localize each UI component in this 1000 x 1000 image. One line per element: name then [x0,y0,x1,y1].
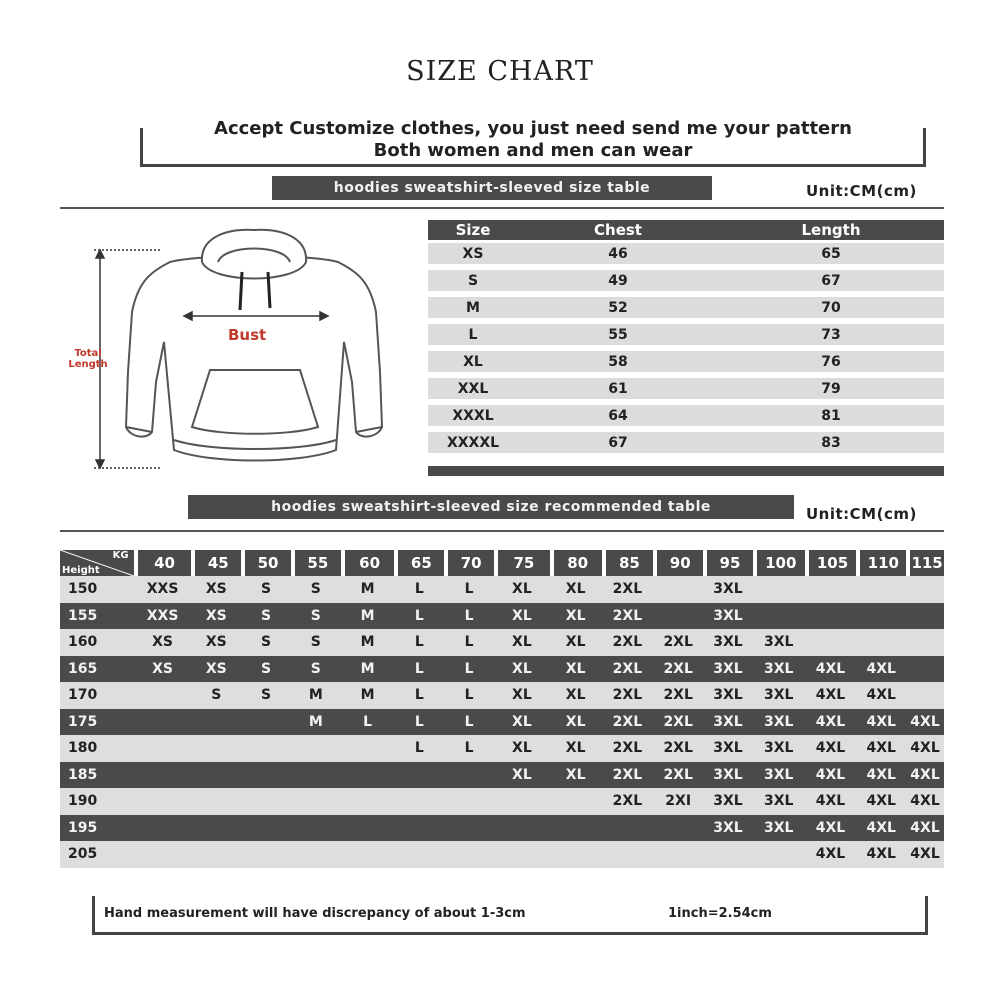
size-recommendation-cell: XS [205,607,227,624]
size-recommendation-cell: 2XL [663,740,693,757]
size-recommendation-cell: 3XL [763,660,794,677]
size-recommendation-cell [703,841,753,868]
rec-table-corner [60,550,134,576]
size-recommendation-cell [550,788,602,815]
size-cell: XXXXL [446,434,500,451]
size-recommendation-cell: M [360,581,375,598]
size-recommendation-cell: XL [565,766,586,783]
size-recommendation-cell [191,735,241,762]
size-recommendation-cell: 4XL [910,793,940,810]
size-row-band [428,297,944,318]
size-recommendation-cell: 4XL [910,819,940,836]
size-recommendation-cell [341,815,395,842]
size-recommendation-cell: M [360,607,375,624]
size-recommendation-cell [134,788,192,815]
size-recommendation-cell: 3XL [763,819,794,836]
size-recommendation-cell [906,656,944,683]
size-recommendation-cell: XL [565,687,586,704]
section-divider-2 [60,530,944,532]
height-cell: 165 [68,660,98,677]
size-recommendation-cell [906,576,944,603]
size-recommendation-cell: 4XL [815,687,846,704]
size-recommendation-cell: L [414,634,424,651]
size-row-band [428,243,944,264]
size-cell: M [466,299,480,316]
size-recommendation-cell [191,709,241,736]
chest-cell: 61 [608,380,628,397]
chest-cell: 58 [608,353,628,370]
size-recommendation-cell: L [464,713,474,730]
corner-height-label: Height [62,565,100,576]
size-recommendation-cell [134,682,192,709]
size-recommendation-cell: L [414,660,424,677]
size-recommendation-cell [341,735,395,762]
size-recommendation-cell: L [464,687,474,704]
height-cell: 180 [68,740,98,757]
length-cell: 70 [821,299,841,316]
size-recommendation-cell: 3XL [763,766,794,783]
height-cell: 185 [68,766,98,783]
chest-cell: 64 [608,407,628,424]
size-recommendation-cell [341,788,395,815]
size-recommendation-cell [134,709,192,736]
size-recommendation-cell [394,841,444,868]
size-recommendation-cell [856,576,906,603]
table-row [60,762,944,789]
length-cell: 79 [821,380,841,397]
size-recommendation-cell: XS [205,581,227,598]
table-row [60,656,944,683]
size-cell: XXXL [452,407,494,424]
table-row [60,735,944,762]
header-length: Length [801,221,861,239]
size-row [428,267,944,294]
weight-header-cell: 65 [394,550,444,576]
size-recommendation-cell: 2XL [612,607,643,624]
total-length-line-1: Total [74,348,102,359]
size-recommendation-cell [805,603,857,630]
size-recommendation-cell [653,603,703,630]
size-recommendation-cell: 2XL [612,766,643,783]
size-recommendation-cell: XL [565,581,586,598]
intro-line-1: Accept Customize clothes, you just need send me your pattern [214,118,852,139]
size-recommendation-cell: 4XL [815,819,846,836]
size-recommendation-cell: 3XL [713,607,743,624]
size-recommendation-cell [444,841,494,868]
size-recommendation-cell [494,815,550,842]
size-recommendation-cell: L [464,581,474,598]
size-cell: XL [463,353,483,370]
size-recommendation-cell [394,762,444,789]
size-recommendation-cell [856,603,906,630]
height-cell: 175 [68,713,98,730]
length-cell: 76 [821,353,841,370]
size-recommendation-cell [805,576,857,603]
size-recommendation-cell: S [261,607,272,624]
size-recommendation-cell: 2XL [612,634,643,651]
size-recommendation-cell: 3XL [763,740,794,757]
size-recommendation-cell: XXS [146,581,179,598]
size-recommendation-cell [241,815,291,842]
section-divider [60,207,944,209]
size-recommendation-cell: XL [512,713,532,730]
weight-header-cell: 55 [291,550,341,576]
hoodie-diagram [60,222,410,482]
weight-header-cell: 100 [753,550,805,576]
size-table-footer-bar [428,466,944,476]
size-recommendation-cell: 4XL [815,846,846,863]
table-row [60,788,944,815]
size-recommendation-cell [494,841,550,868]
size-recommendation-cell: 4XL [910,766,940,783]
size-recommendation-cell: XL [565,713,586,730]
size-recommendation-cell [394,788,444,815]
height-cell: 195 [68,819,98,836]
size-recommendation-cell: 2XL [663,766,693,783]
weight-header-cell: 90 [653,550,703,576]
height-cell: 160 [68,634,98,651]
weight-header-cell: 95 [703,550,753,576]
page-title: SIZE CHART [406,56,594,87]
size-recommendation-cell: L [414,687,424,704]
size-recommendation-cell [291,762,341,789]
size-recommendation-cell: 3XL [763,687,794,704]
size-recommendation-cell [753,841,805,868]
size-row-band [428,405,944,426]
size-recommendation-cell: 4XL [866,713,896,730]
size-recommendation-cell: S [310,634,321,651]
size-recommendation-cell [291,841,341,868]
size-recommendation-cell: L [414,740,424,757]
bust-label: Bust [228,326,267,344]
size-recommendation-cell: S [310,660,321,677]
table-row [60,815,944,842]
size-recommendation-cell: XL [512,687,532,704]
length-cell: 81 [821,407,841,424]
height-cell: 155 [68,607,98,624]
size-row [428,348,944,375]
size-recommendation-cell [241,762,291,789]
weight-header-cell: 115 [906,550,944,576]
size-recommendation-cell [494,788,550,815]
size-recommendation-cell: 3XL [713,766,743,783]
size-recommendation-cell: L [464,660,474,677]
size-recommendation-cell: 4XL [910,740,940,757]
table-row [60,629,944,656]
size-recommendation-cell: L [464,607,474,624]
size-row-band [428,432,944,453]
size-recommendation-cell: 2XL [663,634,693,651]
size-table-body [428,240,944,456]
size-recommendation-cell: 3XL [713,581,743,598]
size-table [428,220,944,456]
size-recommendation-cell: XL [512,581,532,598]
table-row [60,603,944,630]
size-recommendation-cell: M [360,687,375,704]
size-recommendation-cell: 4XL [866,819,896,836]
table-row [60,709,944,736]
table-row [60,682,944,709]
weight-header-cell: 110 [856,550,906,576]
weight-header-cell: 40 [134,550,192,576]
size-recommendation-cell [191,762,241,789]
weight-header-cell: 70 [444,550,494,576]
size-table-header [428,220,944,240]
size-recommendation-cell: 4XL [815,793,846,810]
size-recommendation-cell: 3XL [763,634,794,651]
footer-note: Hand measurement will have discrepancy of about 1-3cm [104,906,526,921]
size-recommendation-cell: S [261,687,272,704]
size-row [428,240,944,267]
size-recommendation-cell [341,762,395,789]
weight-header-cell: 45 [191,550,241,576]
size-recommendation-cell [134,735,192,762]
size-recommendation-cell [291,815,341,842]
size-recommendation-cell: XL [512,740,532,757]
weight-header-cell: 75 [494,550,550,576]
size-recommendation-cell: S [310,581,321,598]
size-recommendation-cell: 4XL [815,660,846,677]
size-recommendation-cell: 3XL [763,793,794,810]
size-row [428,429,944,456]
size-recommendation-cell [653,815,703,842]
total-length-line-2: Length [68,359,108,370]
size-recommendation-cell [444,815,494,842]
size-recommendation-cell: 3XL [713,660,743,677]
size-recommendation-cell: 2XL [612,793,643,810]
chest-cell: 52 [608,299,628,316]
length-cell: 67 [821,272,841,289]
size-row [428,402,944,429]
size-recommendation-cell: L [464,634,474,651]
weight-header-cell: 80 [550,550,602,576]
size-recommendation-cell: 4XL [866,660,896,677]
size-recommendation-cell: S [261,634,272,651]
chest-cell: 55 [608,326,628,343]
size-recommendation-cell: S [211,687,222,704]
rec-table-banner: hoodies sweatshirt-sleeved size recommended table [188,495,794,519]
size-recommendation-cell: XL [565,660,586,677]
size-recommendation-cell: XXS [146,607,179,624]
height-cell: 170 [68,687,98,704]
size-recommendation-cell: 2XI [665,793,692,810]
size-recommendation-cell: 4XL [866,846,896,863]
size-recommendation-cell: 4XL [866,687,896,704]
size-recommendation-cell: 2XL [663,687,693,704]
size-recommendation-cell: M [360,634,375,651]
size-recommendation-cell: 2XL [612,740,643,757]
weight-header-cell: 60 [341,550,395,576]
size-recommendation-cell: 3XL [713,713,743,730]
size-recommendation-cell: L [464,740,474,757]
chest-cell: 49 [608,272,628,289]
size-recommendation-cell: XS [205,634,227,651]
size-recommendation-cell [602,841,654,868]
chest-cell: 67 [608,434,628,451]
length-cell: 83 [821,434,841,451]
size-recommendation-cell [191,788,241,815]
size-recommendation-cell: XS [152,660,174,677]
size-recommendation-cell [241,735,291,762]
size-recommendation-cell: M [308,713,323,730]
size-recommendation-cell [906,682,944,709]
size-recommendation-cell: 2XL [663,713,693,730]
weight-header-cell: 105 [805,550,857,576]
rec-table-unit: Unit:CM(cm) [806,505,917,523]
total-length-label [66,348,110,370]
size-recommendation-cell: 2XL [612,581,643,598]
recommended-table [60,550,944,868]
size-row-band [428,270,944,291]
size-recommendation-cell [653,841,703,868]
size-recommendation-cell: 4XL [815,713,846,730]
size-recommendation-cell: S [261,581,272,598]
weight-header-cell: 85 [602,550,654,576]
size-recommendation-cell: 2XL [612,713,643,730]
intro-line-2: Both women and men can wear [373,140,693,161]
size-recommendation-cell [241,709,291,736]
size-recommendation-cell: 3XL [713,634,743,651]
size-recommendation-cell: 4XL [910,846,940,863]
size-recommendation-cell [653,576,703,603]
size-recommendation-cell [191,841,241,868]
size-row [428,321,944,348]
size-recommendation-cell [906,603,944,630]
size-recommendation-cell: 3XL [763,713,794,730]
table-row [60,576,944,603]
size-recommendation-cell: XS [152,634,174,651]
size-recommendation-cell: S [261,660,272,677]
size-recommendation-cell: 3XL [713,740,743,757]
size-recommendation-cell: XL [565,740,586,757]
size-recommendation-cell: 4XL [910,713,940,730]
size-recommendation-cell [753,603,805,630]
size-recommendation-cell: 2XL [612,687,643,704]
size-recommendation-cell [550,815,602,842]
size-recommendation-cell: 3XL [713,687,743,704]
size-recommendation-cell [805,629,857,656]
size-recommendation-cell [906,629,944,656]
size-recommendation-cell: XL [512,660,532,677]
weight-header-cell: 50 [241,550,291,576]
size-recommendation-cell: 3XL [713,793,743,810]
size-recommendation-cell [394,815,444,842]
size-recommendation-cell: M [308,687,323,704]
size-recommendation-cell: 4XL [866,793,896,810]
height-cell: 150 [68,581,98,598]
size-cell: XXL [457,380,489,397]
size-recommendation-cell [550,841,602,868]
size-table-unit: Unit:CM(cm) [806,182,917,200]
size-recommendation-cell: 2XL [612,660,643,677]
size-recommendation-cell: 4XL [866,766,896,783]
size-recommendation-cell [241,788,291,815]
rec-table-body [60,576,944,868]
height-cell: 190 [68,793,98,810]
size-recommendation-cell [341,841,395,868]
table-row [60,841,944,868]
size-recommendation-cell: 3XL [713,819,743,836]
size-cell: XS [462,245,484,262]
height-cell: 205 [68,846,98,863]
size-recommendation-cell [856,629,906,656]
rec-table-header [60,550,944,576]
size-recommendation-cell: L [414,607,424,624]
size-recommendation-cell: XL [512,607,532,624]
size-recommendation-cell [444,788,494,815]
length-cell: 73 [821,326,841,343]
size-recommendation-cell: L [414,581,424,598]
size-table-banner: hoodies sweatshirt-sleeved size table [272,176,712,200]
footer-conversion: 1inch=2.54cm [668,906,772,921]
size-recommendation-cell [134,815,192,842]
size-recommendation-cell [753,576,805,603]
size-recommendation-cell [241,841,291,868]
size-cell: S [467,272,479,289]
size-recommendation-cell [444,762,494,789]
size-recommendation-cell [602,815,654,842]
size-recommendation-cell [191,815,241,842]
size-recommendation-cell: M [360,660,375,677]
size-recommendation-cell: 4XL [815,740,846,757]
size-recommendation-cell [134,762,192,789]
size-row [428,375,944,402]
size-row [428,294,944,321]
corner-kg-label: KG [112,550,129,561]
size-recommendation-cell: XL [512,766,532,783]
size-row-band [428,351,944,372]
size-recommendation-cell: XS [205,660,227,677]
size-row-band [428,324,944,345]
size-row-band [428,378,944,399]
header-size: Size [455,221,491,239]
size-recommendation-cell: 4XL [815,766,846,783]
size-recommendation-cell: S [310,607,321,624]
header-chest: Chest [594,221,642,239]
size-cell: L [468,326,478,343]
size-recommendation-cell: XL [565,634,586,651]
size-recommendation-cell [134,841,192,868]
size-recommendation-cell: XL [565,607,586,624]
size-recommendation-cell [291,788,341,815]
size-recommendation-cell: L [414,713,424,730]
size-recommendation-cell: 4XL [866,740,896,757]
size-recommendation-cell: XL [512,634,532,651]
chest-cell: 46 [608,245,628,262]
size-recommendation-cell [291,735,341,762]
size-recommendation-cell: 2XL [663,660,693,677]
length-cell: 65 [821,245,841,262]
size-recommendation-cell: L [363,713,373,730]
